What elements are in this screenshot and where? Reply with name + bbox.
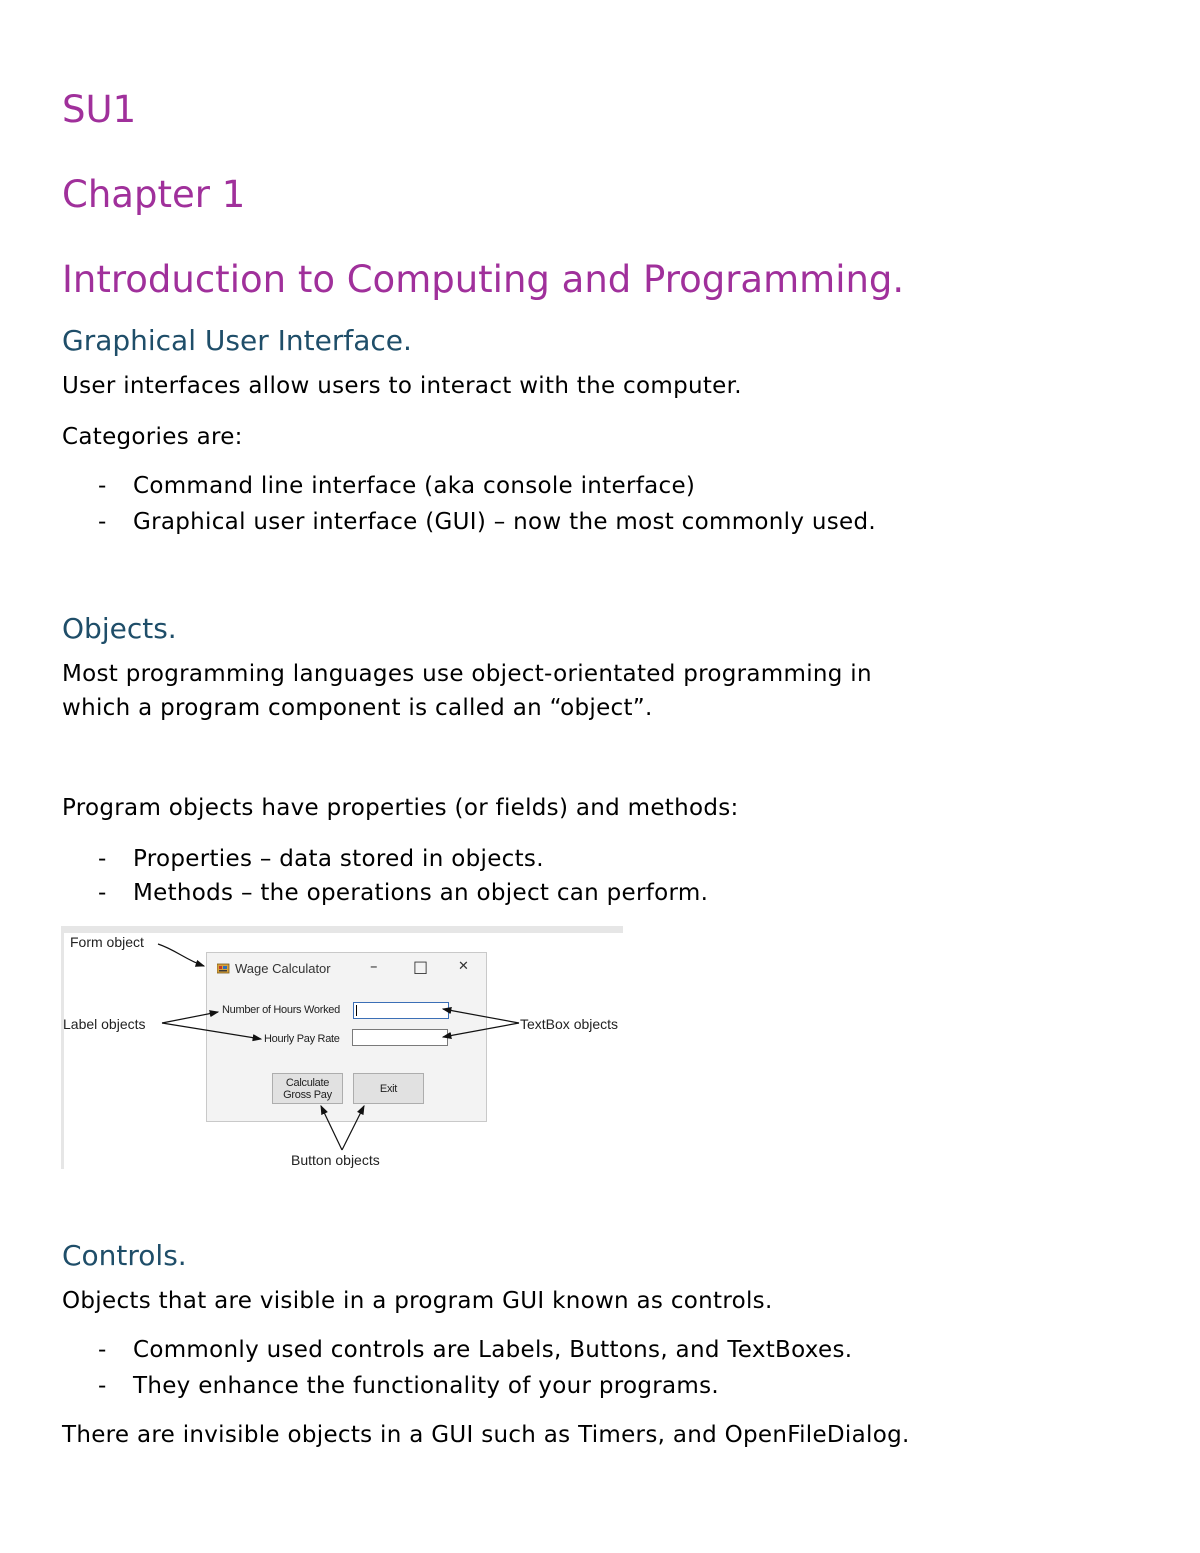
hours-label: Number of Hours Worked xyxy=(222,1004,340,1016)
controls-section-heading: Controls. xyxy=(62,1239,187,1272)
list-item: Commonly used controls are Labels, Buttons, and TextBoxes. xyxy=(133,1337,853,1363)
list-item: Graphical user interface (GUI) – now the most commonly used. xyxy=(133,509,876,535)
calculate-button-line2: Gross Pay xyxy=(283,1088,332,1101)
form-object-callout: Form object xyxy=(70,934,144,950)
callout-arrows xyxy=(61,926,623,1169)
wage-calculator-figure xyxy=(61,926,623,1169)
pay-rate-label: Hourly Pay Rate xyxy=(264,1033,340,1045)
chapter-heading: Chapter 1 xyxy=(62,173,246,216)
properties-intro-text: Program objects have properties (or fields) and methods: xyxy=(62,795,739,821)
bullet-marker: - xyxy=(98,880,107,906)
list-item: Command line interface (aka console interface) xyxy=(133,473,696,499)
form-title: Wage Calculator xyxy=(235,961,331,976)
label-objects-callout: Label objects xyxy=(63,1016,146,1032)
document-title: SU1 xyxy=(62,88,137,131)
bullet-marker: - xyxy=(98,846,107,872)
textbox-arrow-hours xyxy=(443,1009,519,1023)
objects-paragraph-line2: which a program component is called an “object”. xyxy=(62,695,653,721)
bullet-marker: - xyxy=(98,1337,107,1363)
calculate-button-line1: Calculate xyxy=(285,1076,330,1089)
form-arrow xyxy=(158,944,204,966)
textbox-objects-callout: TextBox objects xyxy=(520,1016,619,1032)
list-item: Methods – the operations an object can perform. xyxy=(133,880,709,906)
objects-paragraph-line1: Most programming languages use object-orientated programming in xyxy=(62,661,872,687)
chapter-title: Introduction to Computing and Programming. xyxy=(62,258,905,301)
textbox-arrow-rate xyxy=(443,1023,519,1037)
minimize-button[interactable]: – xyxy=(370,957,378,975)
controls-closing-text: There are invisible objects in a GUI such as Timers, and OpenFileDialog. xyxy=(62,1422,910,1448)
gui-section-heading: Graphical User Interface. xyxy=(62,324,412,357)
categories-label: Categories are: xyxy=(62,424,243,450)
label-arrow-hours xyxy=(162,1012,218,1023)
gui-intro-text: User interfaces allow users to interact with the computer. xyxy=(62,373,742,399)
bullet-marker: - xyxy=(98,509,107,535)
maximize-button[interactable]: □ xyxy=(413,957,429,976)
list-item: They enhance the functionality of your programs. xyxy=(133,1373,719,1399)
bullet-marker: - xyxy=(98,1373,107,1399)
list-item: Properties – data stored in objects. xyxy=(133,846,544,872)
button-arrow-calc xyxy=(321,1106,342,1150)
label-arrow-rate xyxy=(162,1023,261,1039)
controls-intro-text: Objects that are visible in a program GUI known as controls. xyxy=(62,1288,773,1314)
exit-button[interactable]: Exit xyxy=(353,1073,424,1104)
button-arrow-exit xyxy=(342,1106,364,1150)
close-button[interactable]: ✕ xyxy=(458,959,469,974)
bullet-marker: - xyxy=(98,473,107,499)
objects-section-heading: Objects. xyxy=(62,612,177,645)
button-objects-callout: Button objects xyxy=(291,1152,380,1168)
